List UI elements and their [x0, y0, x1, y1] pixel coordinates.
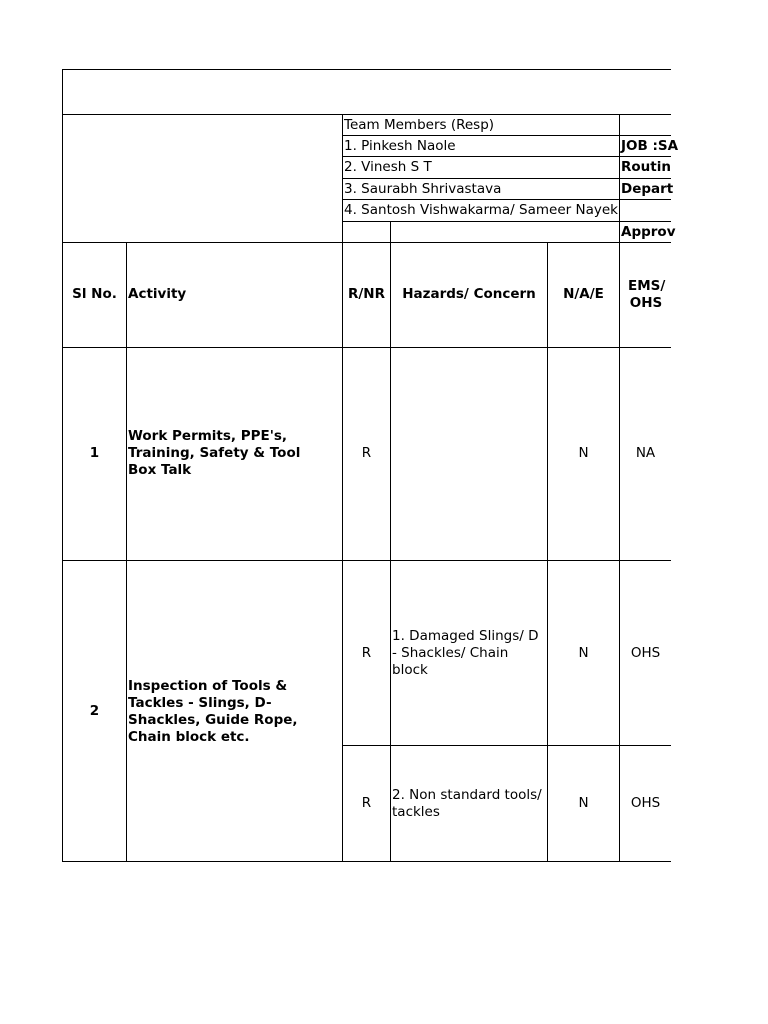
column-header-activity: Activity [128, 286, 187, 302]
grid-line [62, 347, 671, 348]
team-member: 2. Vinesh S T [344, 159, 432, 175]
grid-line [342, 199, 671, 200]
column-header-rnr: R/NR [347, 286, 386, 302]
column-header-sl-no: Sl No. [72, 286, 117, 302]
row-nae: N [578, 645, 589, 661]
grid-line [342, 178, 671, 179]
row-nae: N [578, 795, 589, 811]
row-ems-ohs: OHS [630, 645, 661, 661]
row-activity: Inspection of Tools & Tackles - Slings, D-Shackles, Guide Rope, Chain block etc. [128, 678, 298, 745]
row-rnr: R [361, 445, 372, 461]
grid-line [390, 221, 391, 862]
column-header-ems-ohs: EMS/ OHS [628, 278, 666, 311]
column-header-hazards: Hazards/ Concern [402, 286, 536, 302]
team-member: 1. Pinkesh Naole [344, 138, 456, 154]
row-hazard: 2. Non standard tools/ tackles [392, 787, 542, 820]
routine-label: Routin [621, 159, 671, 175]
job-label: JOB :SA [621, 138, 679, 154]
grid-line [62, 69, 671, 70]
row-ems-ohs: NA [635, 445, 656, 461]
grid-line [62, 861, 671, 862]
grid-line [342, 745, 671, 746]
row-rnr: R [361, 795, 372, 811]
team-member: 3. Saurabh Shrivastava [344, 181, 502, 197]
grid-line [62, 242, 671, 243]
grid-line [342, 135, 671, 136]
team-members-header: Team Members (Resp) [344, 117, 495, 133]
grid-line [62, 560, 671, 561]
team-member: 4. Santosh Vishwakarma/ Sameer Nayek [344, 202, 618, 218]
row-sl-no: 1 [89, 445, 100, 461]
grid-line [342, 156, 671, 157]
grid-line [619, 114, 620, 862]
grid-line [62, 69, 63, 862]
row-hazard: 1. Damaged Slings/ D - Shackles/ Chain block [392, 628, 539, 678]
grid-line [62, 114, 671, 115]
department-label: Depart [621, 181, 674, 197]
column-header-nae: N/A/E [563, 286, 604, 302]
grid-line [342, 114, 343, 862]
grid-line [342, 221, 671, 222]
grid-line [547, 242, 548, 862]
row-sl-no: 2 [89, 703, 100, 719]
row-nae: N [578, 445, 589, 461]
row-ems-ohs: OHS [630, 795, 661, 811]
row-rnr: R [361, 645, 372, 661]
grid-line [126, 242, 127, 862]
approved-label: Approv [621, 224, 676, 240]
row-activity: Work Permits, PPE's, Training, Safety & Tool Box Talk [128, 428, 301, 478]
